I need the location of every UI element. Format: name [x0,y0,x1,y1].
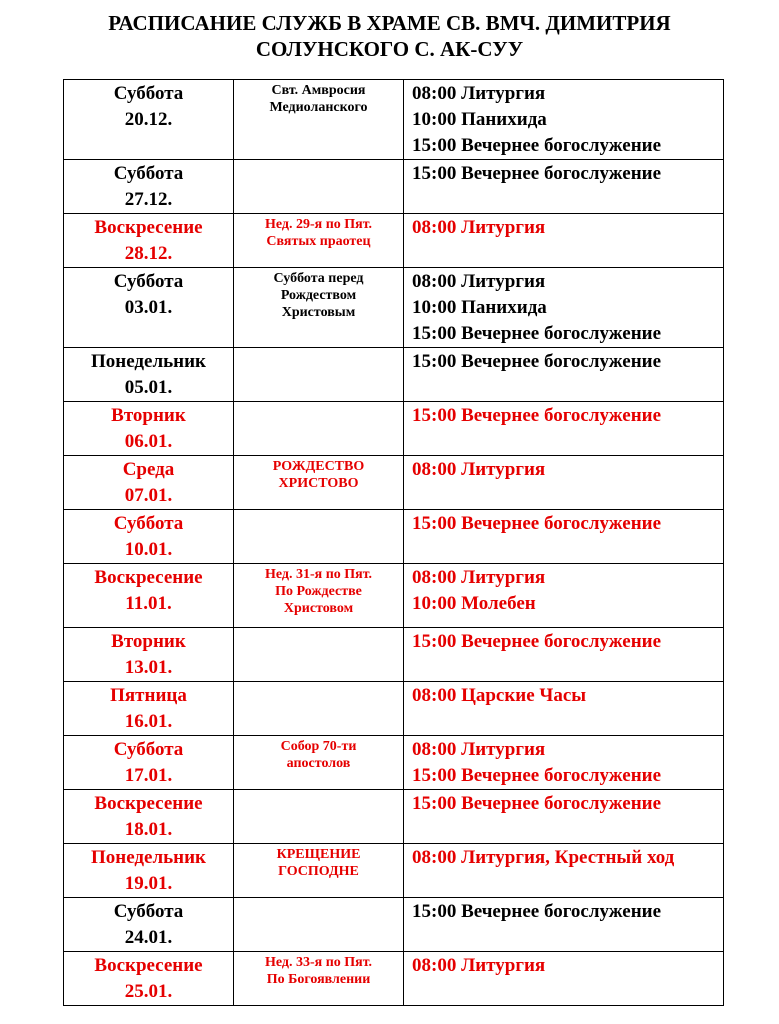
schedule-row [64,844,724,898]
day-name: Воскресение [94,217,203,238]
date-value: 28.12. [124,243,173,264]
service-item: 15:00 Вечернее богослужение [412,323,662,344]
feast-cell [234,628,404,682]
day-name: Среда [122,459,175,480]
date-value: 25.01. [124,981,173,1002]
services-cell [404,628,724,682]
service-item: 15:00 Вечернее богослужение [412,513,662,534]
feast-line: Медиоланского [269,100,368,115]
feast-cell [234,456,404,510]
services-cell [404,160,724,214]
schedule-row [64,214,724,268]
feast-cell [234,844,404,898]
page-title [0,10,779,62]
service-item: 10:00 Молебен [412,593,536,614]
feast-line: Нед. 31-я по Пят. [264,567,373,582]
day-name: Суббота [113,271,184,292]
schedule-row [64,898,724,952]
services-cell [404,898,724,952]
date-cell [64,736,234,790]
date-cell [64,348,234,402]
service-item: 08:00 Литургия, Крестный ход [412,847,675,868]
feast-cell [234,564,404,628]
feast-cell [234,160,404,214]
services-cell [404,510,724,564]
date-cell [64,268,234,348]
day-name: Вторник [111,631,186,652]
day-name: Пятница [110,685,187,706]
feast-line: КРЕЩЕНИЕ [276,847,361,862]
service-item: 15:00 Вечернее богослужение [412,135,662,156]
date-value: 06.01. [124,431,173,452]
feast-line: По Богоявлении [266,972,371,987]
date-value: 07.01. [124,485,173,506]
day-name: Суббота [113,83,184,104]
day-name: Суббота [113,901,184,922]
date-value: 20.12. [124,109,173,130]
schedule-row [64,564,724,628]
feast-line: Святых праотец [266,234,371,249]
service-item: 08:00 Литургия [412,83,546,104]
feast-cell [234,402,404,456]
services-cell [404,736,724,790]
service-item: 15:00 Вечернее богослужение [412,793,662,814]
services-cell [404,402,724,456]
services-cell [404,80,724,160]
day-name: Воскресение [94,567,203,588]
day-name: Суббота [113,739,184,760]
date-cell [64,790,234,844]
schedule-row [64,268,724,348]
date-cell [64,682,234,736]
date-value: 24.01. [124,927,173,948]
date-value: 11.01. [125,593,172,614]
feast-line: Христовом [283,601,354,616]
services-cell [404,952,724,1006]
date-cell [64,898,234,952]
schedule-row [64,790,724,844]
services-cell [404,682,724,736]
date-value: 05.01. [124,377,173,398]
feast-cell [234,348,404,402]
feast-line: Нед. 33-я по Пят. [264,955,373,970]
feast-line: Свт. Амвросия [271,83,366,98]
date-value: 19.01. [124,873,173,894]
service-item: 15:00 Вечернее богослужение [412,163,662,184]
feast-line: Христовым [281,305,356,320]
feast-cell [234,952,404,1006]
date-value: 17.01. [124,765,173,786]
services-cell [404,564,724,628]
services-cell [404,348,724,402]
service-item: 10:00 Панихида [412,297,547,318]
title-line-2: СОЛУНСКОГО С. АК-СУУ [255,37,524,61]
day-name: Суббота [113,163,184,184]
services-cell [404,456,724,510]
schedule-row [64,348,724,402]
feast-line: По Рождестве [275,584,362,599]
services-cell [404,844,724,898]
feast-line: ХРИСТОВО [278,476,359,491]
service-item: 08:00 Царские Часы [412,685,587,706]
schedule-row [64,80,724,160]
date-cell [64,456,234,510]
schedule-row [64,628,724,682]
date-cell [64,402,234,456]
feast-cell [234,268,404,348]
schedule-row [64,736,724,790]
date-value: 10.01. [124,539,173,560]
services-cell [404,214,724,268]
schedule-row [64,160,724,214]
schedule-row [64,456,724,510]
feast-cell [234,736,404,790]
service-item: 10:00 Панихида [412,109,547,130]
service-item: 08:00 Литургия [412,567,546,588]
feast-line: апостолов [286,756,351,771]
date-value: 18.01. [124,819,173,840]
service-item: 15:00 Вечернее богослужение [412,901,662,922]
service-item: 15:00 Вечернее богослужение [412,405,662,426]
date-cell [64,214,234,268]
feast-cell [234,682,404,736]
services-cell [404,268,724,348]
date-cell [64,510,234,564]
service-item: 15:00 Вечернее богослужение [412,351,662,372]
feast-cell [234,510,404,564]
schedule-row [64,510,724,564]
service-item: 08:00 Литургия [412,459,546,480]
day-name: Воскресение [94,955,203,976]
date-cell [64,628,234,682]
feast-line: Суббота перед [273,271,364,286]
feast-line: Рождеством [280,288,357,303]
service-item: 08:00 Литургия [412,271,546,292]
date-cell [64,844,234,898]
day-name: Суббота [113,513,184,534]
date-cell [64,952,234,1006]
day-name: Воскресение [94,793,203,814]
schedule-table [63,79,724,1006]
day-name: Понедельник [90,351,206,372]
schedule-row [64,682,724,736]
schedule-row [64,402,724,456]
feast-cell [234,80,404,160]
date-value: 16.01. [124,711,173,732]
services-cell [404,790,724,844]
feast-line: Собор 70-ти [280,739,357,754]
date-value: 13.01. [124,657,173,678]
service-item: 15:00 Вечернее богослужение [412,631,662,652]
date-value: 03.01. [124,297,173,318]
schedule-row [64,952,724,1006]
date-value: 27.12. [124,189,173,210]
feast-line: РОЖДЕСТВО [272,459,365,474]
service-item: 15:00 Вечернее богослужение [412,765,662,786]
service-item: 08:00 Литургия [412,217,546,238]
date-cell [64,160,234,214]
schedule-body [64,80,724,1006]
feast-cell [234,790,404,844]
day-name: Вторник [111,405,186,426]
day-name: Понедельник [90,847,206,868]
date-cell [64,564,234,628]
date-cell [64,80,234,160]
title-line-1: РАСПИСАНИЕ СЛУЖБ В ХРАМЕ СВ. ВМЧ. ДИМИТРИЯ [108,11,671,35]
service-item: 08:00 Литургия [412,955,546,976]
feast-line: ГОСПОДНЕ [278,864,359,879]
feast-line: Нед. 29-я по Пят. [264,217,373,232]
feast-cell [234,214,404,268]
feast-cell [234,898,404,952]
service-item: 08:00 Литургия [412,739,546,760]
